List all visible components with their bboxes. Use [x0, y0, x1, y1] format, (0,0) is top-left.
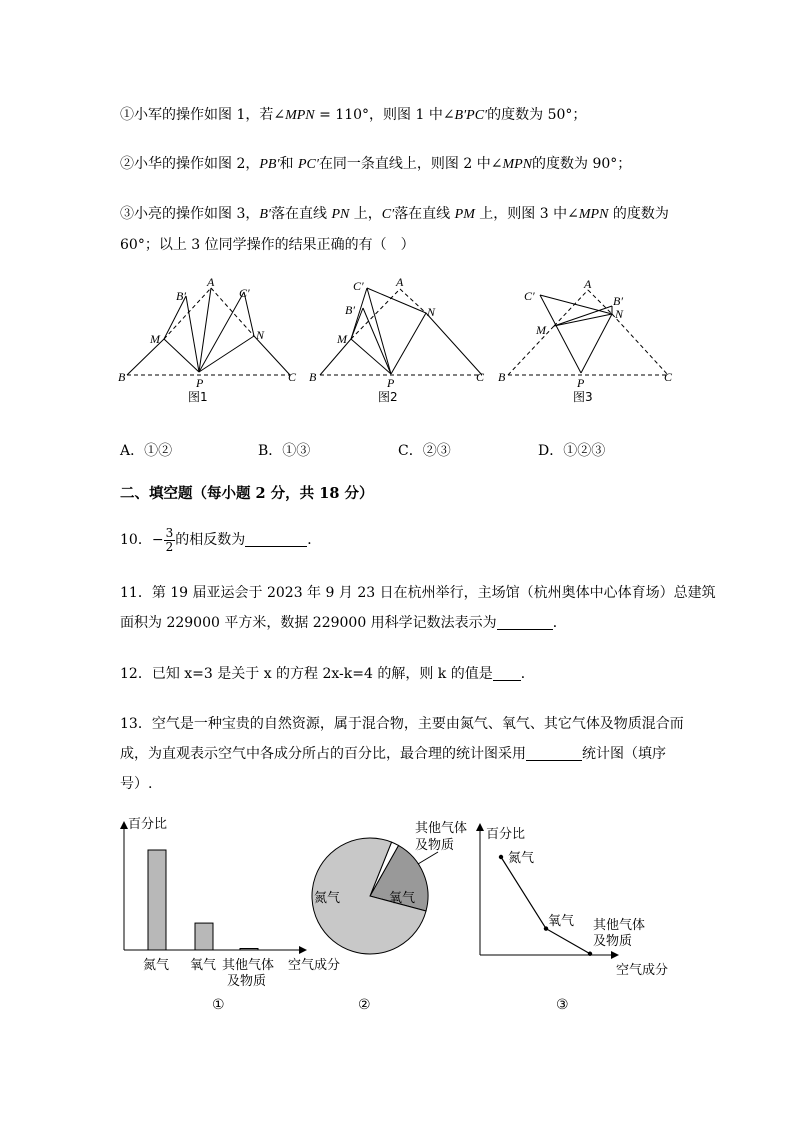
option-a[interactable]: A．①②: [120, 443, 173, 459]
statement-2: [120, 153, 631, 173]
bar-caption: ①: [212, 997, 225, 1013]
s3-text-h: PM: [454, 207, 475, 222]
fig2-label-C1: C′: [353, 279, 364, 293]
q12-answer-blank[interactable]: [493, 666, 521, 681]
option-d[interactable]: D．①②③: [538, 443, 606, 459]
s2-text-g: 的度数为 90°；: [532, 156, 632, 172]
fig2-label-N: N: [427, 305, 436, 319]
q11-text: 面积为 229000 平方米，数据 229000 用科学记数法表示为: [120, 615, 497, 631]
question-13-line-3: 号）.: [120, 776, 153, 792]
fig2-label-A: A: [396, 275, 404, 289]
fig3-label-C1: C′: [524, 289, 535, 303]
option-c[interactable]: C．②③: [398, 443, 451, 459]
s3-text-c: 落在直线: [270, 206, 332, 222]
s1-text-a: 小军的操作如图 1，若∠: [134, 107, 286, 123]
fig3-caption: 图3: [573, 390, 593, 404]
q10-minus: −: [151, 532, 164, 548]
line-label-other-a: 其他气体: [593, 918, 646, 933]
q10-number: 10．: [120, 532, 152, 548]
figure-1: [110, 276, 310, 406]
s3-text-a: 小亮的操作如图 3，: [134, 206, 260, 222]
q10-fraction: [164, 527, 176, 554]
pie-label-other-b: 及物质: [415, 838, 455, 853]
s1-text-e: 的度数为 50°；: [487, 107, 587, 123]
fig3-label-B1: B′: [613, 294, 623, 308]
q10-answer-blank[interactable]: [245, 532, 307, 547]
fig2-label-B1: B′: [345, 303, 355, 317]
s1-text-d: B′PC′: [454, 108, 488, 123]
pie-caption: ②: [358, 997, 371, 1013]
fig3-label-M: M: [536, 323, 546, 337]
s3-text-j: MPN: [578, 207, 609, 222]
q11-end: ．: [552, 615, 567, 631]
fig1-label-P: P: [196, 376, 204, 390]
q13-text-a: 成，为直观表示空气中各成分所占的百分比，最合理的统计图采用: [120, 746, 526, 762]
line-point-0: [499, 855, 503, 859]
bar-cat-label-2a: 其他气体: [222, 958, 275, 973]
question-13-line-1: 13．空气是一种宝贵的自然资源，属于混合物，主要由氮气、氧气、其它气体及物质混合而: [120, 716, 684, 732]
statement-3-cont: 60°；以上 3 位同学操作的结果正确的有（ ）: [120, 237, 415, 253]
pie-leader-line: [418, 852, 438, 864]
question-13-line-2: [120, 743, 666, 763]
figure-3: [490, 276, 690, 406]
fig1-label-A: A: [207, 275, 215, 289]
statement-1: [120, 104, 586, 124]
q10-denominator: 2: [165, 539, 174, 554]
fig3-label-B: B: [498, 370, 506, 384]
circled-2: ②: [120, 156, 134, 172]
s2-text-a: 小华的操作如图 2，: [134, 156, 260, 172]
bar-cat-label-0: 氮气: [143, 958, 170, 973]
line-y-label: 百分比: [486, 827, 526, 842]
fig3-label-A: A: [584, 277, 592, 291]
fig1-label-M: M: [150, 332, 160, 346]
bar-0: [148, 850, 166, 950]
fig1-label-C1: C′: [239, 286, 250, 300]
fig1-label-B1: B′: [176, 289, 186, 303]
s3-text-e: 上，: [349, 206, 382, 222]
s3-text-g: 落在直线: [394, 206, 455, 222]
fig1-caption: 图1: [188, 390, 208, 404]
fig2-label-P: P: [387, 376, 395, 390]
q10-text: 的相反数为: [175, 532, 246, 548]
q13-text-b: 统计图（填序: [582, 746, 666, 762]
s3-text-k: 的度数为: [608, 206, 669, 222]
pie-chart: [300, 812, 470, 1012]
line-caption: ③: [556, 997, 569, 1013]
q12-text: 12．已知 x=3 是关于 x 的方程 2x-k=4 的解，则 k 的值是: [120, 666, 493, 682]
s2-text-e: 在同一条直线上，则图 2 中∠: [318, 156, 503, 172]
q12-end: ．: [520, 666, 535, 682]
fig3-label-N: N: [615, 307, 624, 321]
line-label-other-b: 及物质: [593, 934, 633, 949]
question-10: [120, 526, 321, 554]
section-heading: 二、填空题（每小题 2 分，共 18 分）: [120, 485, 374, 502]
s1-text-b: MPN: [285, 108, 315, 123]
circled-3: ③: [120, 206, 134, 222]
fig2-label-C: C: [476, 370, 485, 384]
fig1-label-B: B: [118, 370, 126, 384]
s3-text-i: 上，则图 3 中∠: [474, 206, 579, 222]
s2-text-b: PB′: [259, 157, 280, 172]
bar-y-label: 百分比: [128, 817, 168, 832]
question-11-line-1: 11．第 19 届亚运会于 2023 年 9 月 23 日在杭州举行，主场馆（杭州奥体中心体育场）总建筑: [120, 585, 716, 601]
s3-text-f: C′: [381, 207, 395, 222]
line-chart: [468, 812, 688, 1012]
q10-numerator: 3: [165, 525, 174, 540]
question-12: [120, 663, 535, 683]
option-b[interactable]: B．①③: [258, 443, 311, 459]
pie-label-o2: 氧气: [389, 891, 416, 906]
s3-text-d: PN: [331, 207, 350, 222]
fig3-label-C: C: [664, 370, 673, 384]
fig1-label-C: C: [288, 370, 297, 384]
fig3-label-P: P: [577, 376, 585, 390]
question-11-line-2: [120, 612, 567, 632]
bar-1: [195, 923, 213, 950]
pie-label-n2: 氮气: [314, 891, 341, 906]
fig1-label-N: N: [256, 328, 265, 342]
q10-end: ．: [307, 532, 322, 548]
s2-text-c: 和: [279, 156, 298, 172]
bar-2: [240, 949, 258, 951]
s2-text-d: PC′: [297, 157, 319, 172]
q13-answer-blank[interactable]: [526, 746, 582, 761]
figure-2: [300, 276, 500, 406]
statement-3: [120, 203, 669, 223]
line-series: [501, 857, 590, 954]
s1-text-c: = 110°，则图 1 中∠: [314, 107, 455, 123]
fig2-label-B: B: [309, 370, 317, 384]
bar-x-label: 空气成分: [288, 958, 341, 973]
circled-1: ①: [120, 107, 134, 123]
line-label-o2: 氧气: [548, 914, 575, 929]
line-point-2: [588, 952, 592, 956]
fig2-label-M: M: [337, 332, 347, 346]
pie-label-other-a: 其他气体: [415, 821, 468, 836]
bar-cat-label-1: 氧气: [190, 958, 217, 973]
line-label-n2: 氮气: [508, 851, 535, 866]
q11-answer-blank[interactable]: [497, 615, 553, 630]
s2-text-f: MPN: [502, 157, 533, 172]
line-x-label: 空气成分: [616, 963, 669, 978]
s3-text-b: B′: [259, 207, 271, 222]
bar-cat-label-2b: 及物质: [227, 974, 267, 989]
fig2-caption: 图2: [378, 390, 398, 404]
